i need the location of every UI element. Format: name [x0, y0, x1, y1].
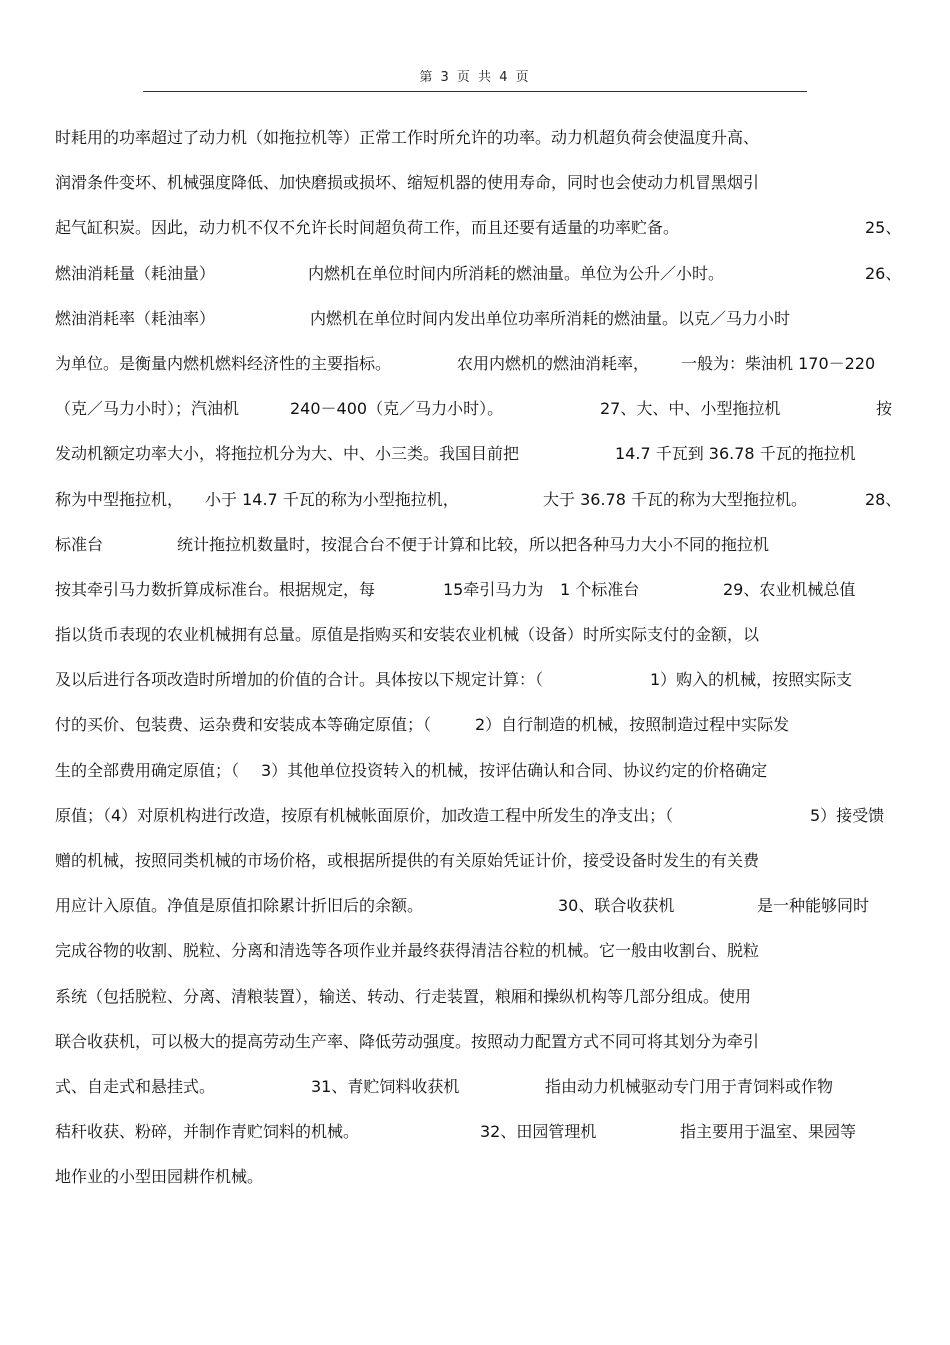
document-body — [55, 125, 905, 1210]
text-line — [55, 396, 905, 441]
text-segment: 燃油消耗率（耗油率） — [55, 308, 216, 328]
text-segment: 生的全部费用确定原值；（ — [55, 760, 240, 780]
text-segment: 及以后进行各项改造时所增加的价值的合计。具体按以下规定计算：（ — [55, 670, 544, 690]
text-line — [55, 351, 905, 396]
text-segment: 240－400（克／马力小时）。 — [290, 399, 504, 419]
text-segment: 发动机额定功率大小，将拖拉机分为大、中、小三类。我国目前把 — [55, 444, 520, 464]
text-line — [55, 532, 905, 577]
text-segment: 内燃机在单位时间内发出单位功率所消耗的燃油量。以克／马力小时 — [310, 308, 791, 328]
text-segment: 3）其他单位投资转入的机械，按评估确认和合同、协议约定的价格确定 — [261, 760, 768, 780]
page-number-header: 第 3 页 共 4 页 — [419, 70, 531, 85]
text-segment: 是一种能够同时 — [757, 896, 870, 916]
text-segment: 25、 — [865, 218, 902, 238]
text-segment: 赠的机械，按照同类机械的市场价格，或根据所提供的有关原始凭证计价，接受设备时发生的有关费 — [55, 851, 760, 870]
text-segment: 燃油消耗量（耗油量） — [55, 263, 216, 283]
text-segment: 按 — [876, 399, 893, 419]
text-segment: 28、 — [865, 489, 902, 509]
text-segment: 付的买价、包装费、运杂费和安装成本等确定原值；（ — [55, 715, 432, 735]
text-segment: 统计拖拉机数量时，按混合台不便于计算和比较，所以把各种马力大小不同的拖拉机 — [177, 534, 770, 554]
text-segment: 29、农业机械总值 — [723, 579, 856, 599]
text-segment: 小于 14.7 千瓦的称为小型拖拉机， — [205, 489, 459, 509]
text-segment: 指由动力机械驱动专门用于青饲料或作物 — [545, 1076, 834, 1096]
text-segment: 一般为：柴油机 170－220 — [681, 353, 876, 373]
text-segment: 内燃机在单位时间内所消耗的燃油量。单位为公升／小时。 — [308, 263, 725, 283]
text-segment: 32、田园管理机 — [480, 1122, 597, 1142]
text-segment: 联合收获机，可以极大的提高劳动生产率、降低劳动强度。按照动力配置方式不同可将其划分为牵引 — [55, 1031, 760, 1051]
text-line — [55, 487, 905, 532]
text-line — [55, 1164, 905, 1209]
text-segment: 14.7 千瓦到 36.78 千瓦的拖拉机 — [615, 444, 856, 464]
text-segment: 30、联合收获机 — [558, 896, 675, 916]
text-segment: 地作业的小型田园耕作机械。 — [55, 1167, 264, 1187]
text-line — [55, 712, 905, 757]
text-segment: 用应计入原值。净值是原值扣除累计折旧后的余额。 — [55, 896, 424, 916]
text-line — [55, 1074, 905, 1119]
text-line — [55, 1029, 905, 1074]
text-line — [55, 170, 905, 215]
text-line — [55, 667, 905, 712]
text-line — [55, 622, 905, 667]
text-line — [55, 893, 905, 938]
text-segment: 起气缸积炭。因此，动力机不仅不允许长时间超负荷工作，而且还要有适量的功率贮备。 — [55, 218, 680, 238]
text-segment: 系统（包括脱粒、分离、清粮装置），输送、转动、行走装置，粮厢和操纵机构等几部分组成。使用 — [55, 986, 752, 1006]
text-segment: 27、大、中、小型拖拉机 — [600, 399, 781, 419]
text-segment: 农用内燃机的燃油消耗率， — [457, 353, 650, 373]
text-segment: 式、自走式和悬挂式。 — [55, 1076, 216, 1096]
text-segment: 31、青贮饲料收获机 — [311, 1076, 460, 1096]
text-segment: 15牵引马力为 — [443, 579, 544, 599]
text-segment: 原值；（4）对原机构进行改造，按原有机械帐面原价，加改造工程中所发生的净支出；（ — [55, 805, 674, 825]
text-line — [55, 758, 905, 803]
text-line — [55, 215, 905, 260]
text-segment: 1）购入的机械，按照实际支 — [650, 670, 853, 690]
text-line — [55, 803, 905, 848]
text-line — [55, 577, 905, 622]
text-segment: 完成谷物的收割、脱粒、分离和清选等各项作业并最终获得清洁谷粒的机械。它一般由收割台、脱粒 — [55, 941, 760, 961]
text-line — [55, 441, 905, 486]
text-segment: 称为中型拖拉机， — [55, 489, 184, 509]
text-segment: 大于 36.78 千瓦的称为大型拖拉机。 — [543, 489, 807, 509]
text-segment: 5）接受馈 — [810, 805, 885, 825]
text-segment: 1 个标准台 — [560, 579, 640, 599]
text-segment: 指主要用于温室、果园等 — [680, 1122, 857, 1142]
header-divider — [143, 91, 807, 92]
text-line — [55, 938, 905, 983]
text-line — [55, 306, 905, 351]
text-segment: （克／马力小时）；汽油机 — [55, 399, 240, 419]
text-segment: 2）自行制造的机械，按照制造过程中实际发 — [475, 715, 790, 735]
text-segment: 26、 — [865, 263, 902, 283]
text-line — [55, 984, 905, 1029]
text-segment: 按其牵引马力数折算成标准台。根据规定，每 — [55, 579, 376, 599]
text-line — [55, 125, 905, 170]
text-segment: 标准台 — [55, 534, 104, 554]
text-segment: 指以货币表现的农业机械拥有总量。原值是指购买和安装农业机械（设备）时所实际支付的金额，以 — [55, 625, 760, 645]
text-segment: 秸秆收获、粉碎，并制作青贮饲料的机械。 — [55, 1122, 360, 1142]
text-segment: 时耗用的功率超过了动力机（如拖拉机等）正常工作时所允许的功率。动力机超负荷会使温度升高、 — [55, 128, 760, 147]
text-line — [55, 261, 905, 306]
text-line — [55, 1119, 905, 1164]
text-segment: 为单位。是衡量内燃机燃料经济性的主要指标。 — [55, 353, 392, 373]
text-line — [55, 848, 905, 893]
text-segment: 润滑条件变坏、机械强度降低、加快磨损或损坏、缩短机器的使用寿命，同时也会使动力机冒黑烟引 — [55, 173, 760, 193]
